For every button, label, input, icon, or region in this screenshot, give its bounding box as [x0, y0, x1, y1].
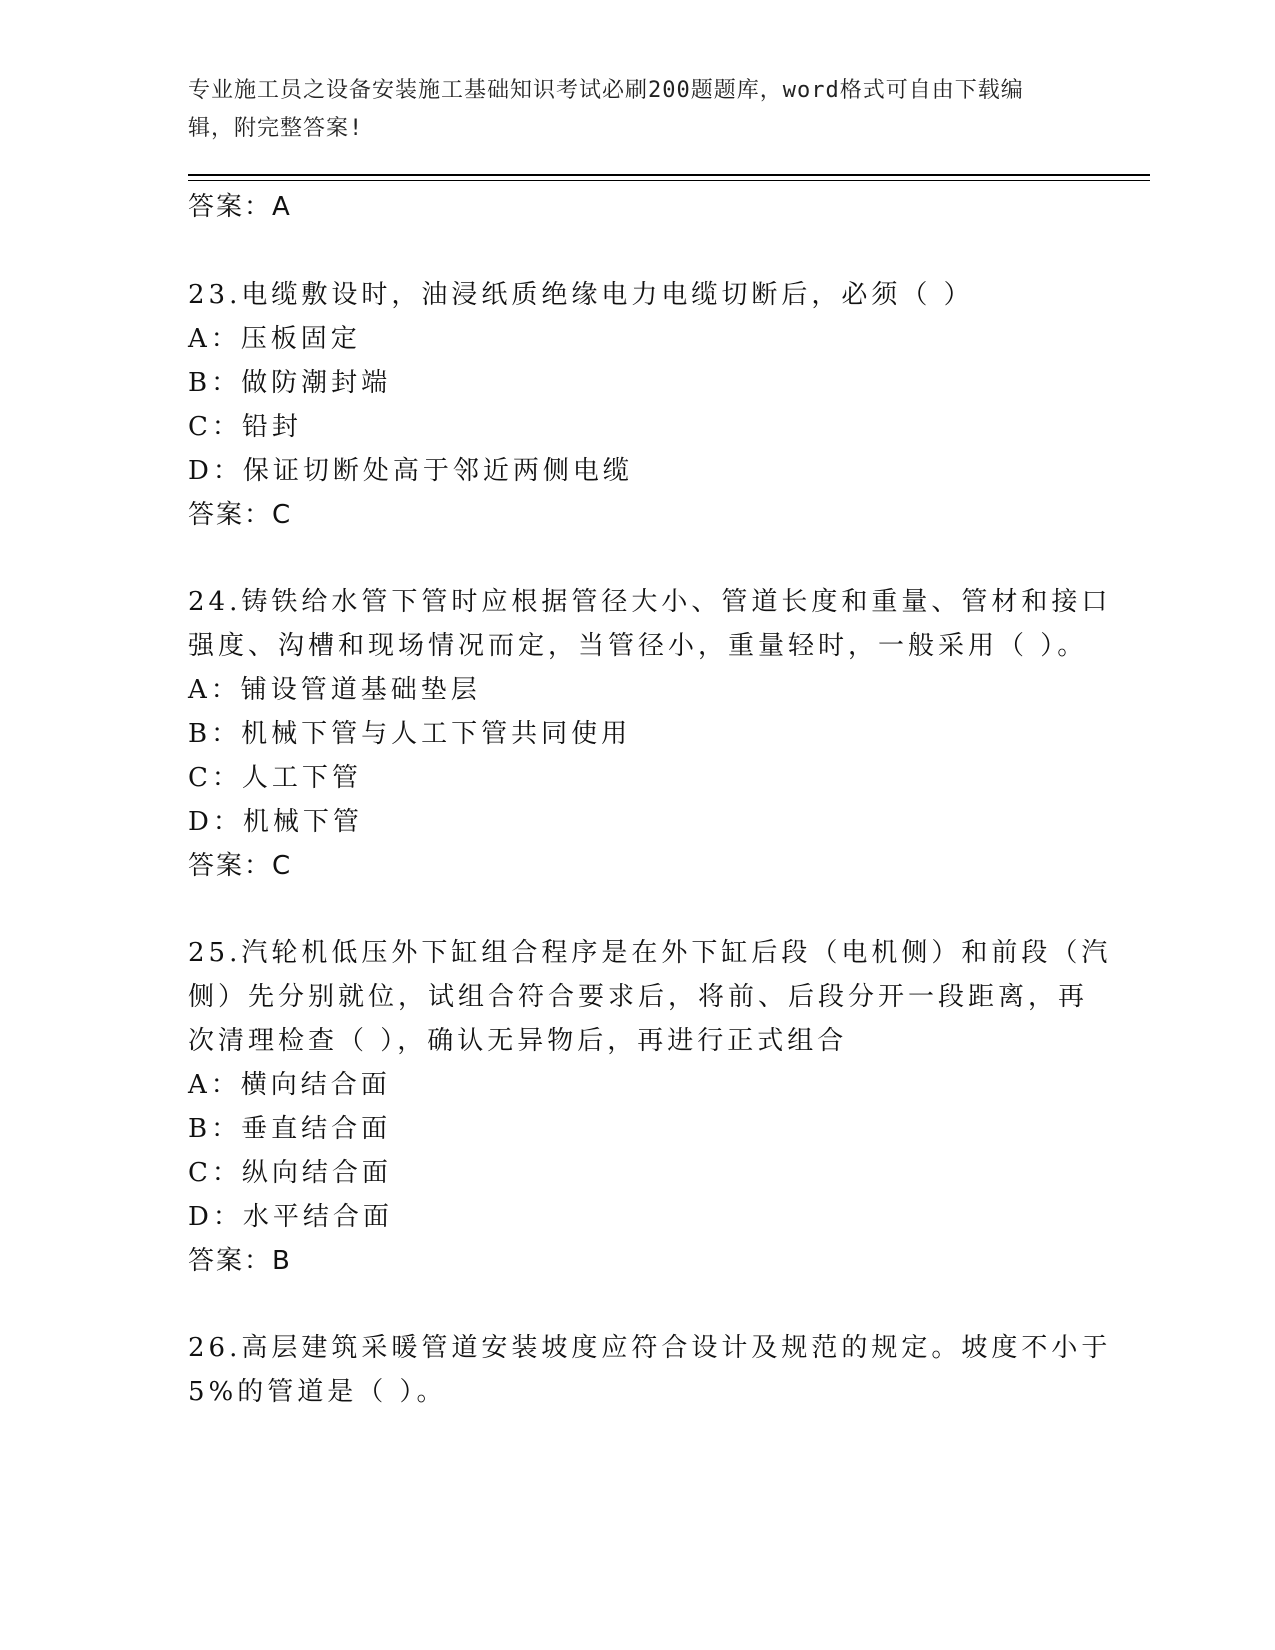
- header-rule-top: [188, 174, 1150, 176]
- header-rule-bottom: [188, 180, 1150, 181]
- question-25-stem-line-3: 次清理检查（ ），确认无异物后，再进行正式组合: [188, 1026, 848, 1056]
- question-24-option-a: A：铺设管道基础垫层: [188, 675, 481, 705]
- question-25-answer: 答案：B: [188, 1246, 292, 1276]
- question-23-option-b: B：做防潮封端: [188, 368, 392, 398]
- question-24-stem-line-2: 强度、沟槽和现场情况而定，当管径小，重量轻时，一般采用（ ）。: [188, 631, 1088, 661]
- question-24-option-c: C：人工下管: [188, 763, 362, 793]
- question-25-option-b: B：垂直结合面: [188, 1114, 392, 1144]
- question-25-option-a: A：横向结合面: [188, 1070, 391, 1100]
- question-24-stem-line-1: 24.铸铁给水管下管时应根据管径大小、管道长度和重量、管材和接口: [188, 587, 1112, 617]
- question-23-answer: 答案：C: [188, 500, 293, 530]
- question-25-option-c: C：纵向结合面: [188, 1158, 392, 1188]
- previous-answer: 答案：A: [188, 192, 292, 222]
- question-23-option-c: C：铅封: [188, 412, 302, 442]
- question-25-stem-line-2: 侧）先分别就位，试组合符合要求后，将前、后段分开一段距离，再: [188, 982, 1089, 1012]
- question-26-stem-line-1: 26.高层建筑采暖管道安装坡度应符合设计及规范的规定。坡度不小于: [188, 1333, 1112, 1363]
- question-26-stem-line-2: 5%的管道是（ ）。: [188, 1377, 447, 1407]
- question-24-option-b: B：机械下管与人工下管共同使用: [188, 719, 632, 749]
- question-23-option-a: A：压板固定: [188, 324, 361, 354]
- question-24-answer: 答案：C: [188, 851, 293, 881]
- document-header: 专业施工员之设备安装施工基础知识考试必刷200题题库，word格式可自由下载编辑，附完整答案!: [188, 78, 1024, 141]
- question-23-stem: 23.电缆敷设时，油浸纸质绝缘电力电缆切断后，必须（ ）: [188, 280, 974, 310]
- question-24-option-d: D：机械下管: [188, 807, 363, 837]
- question-25-option-d: D：水平结合面: [188, 1202, 393, 1232]
- question-23-option-d: D：保证切断处高于邻近两侧电缆: [188, 456, 633, 486]
- question-25-stem-line-1: 25.汽轮机低压外下缸组合程序是在外下缸后段（电机侧）和前段（汽: [188, 938, 1112, 968]
